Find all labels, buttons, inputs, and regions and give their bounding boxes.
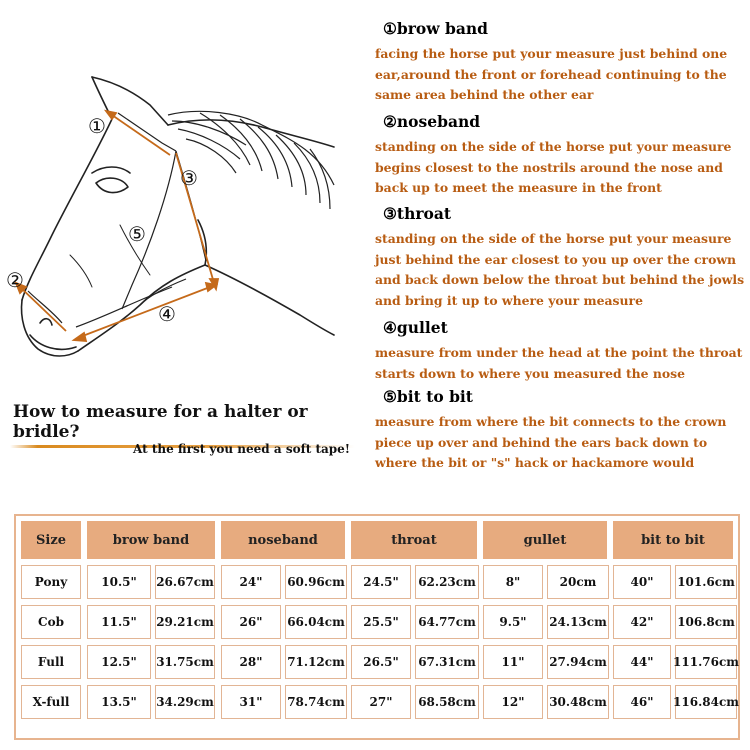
- table-cell: 12.5": [87, 645, 151, 679]
- instruction-brow-band: [375, 20, 745, 106]
- instruction-text: standing on the side of the horse put your measure just behind the ear closest to you up over the crown and back down below the throat but behind the jowls and bring it up to where your measure: [375, 231, 745, 308]
- diagram-label-throat: ③: [180, 166, 198, 190]
- table-cell: 40": [613, 565, 671, 599]
- table-cell: 30.48cm: [547, 685, 609, 719]
- instruction-text: facing the horse put your measure just behind one ear,around the front or forehead continuing to the same area behind the other ear: [375, 46, 728, 103]
- table-cell: 27.94cm: [547, 645, 609, 679]
- table-cell: 20cm: [547, 565, 609, 599]
- instruction-heading: ④gullet: [383, 318, 448, 337]
- table-cell: 26.67cm: [155, 565, 215, 599]
- table-cell: 34.29cm: [155, 685, 215, 719]
- table-cell: 28": [221, 645, 281, 679]
- table-size-label: Full: [21, 645, 81, 679]
- table-cell: 68.58cm: [415, 685, 479, 719]
- size-table: [14, 514, 740, 740]
- diagram-label-bit-to-bit: ⑤: [128, 222, 146, 246]
- instruction-bit-to-bit: [375, 388, 745, 474]
- table-cell: 78.74cm: [285, 685, 347, 719]
- diagram-label-brow-band: ①: [88, 114, 106, 138]
- table-cell: 64.77cm: [415, 605, 479, 639]
- instruction-heading: ⑤bit to bit: [383, 387, 473, 406]
- instruction-heading: ①brow band: [383, 19, 488, 38]
- diagram-label-gullet: ④: [158, 302, 176, 326]
- table-cell: 26": [221, 605, 281, 639]
- table-cell: 8": [483, 565, 543, 599]
- table-cell: 13.5": [87, 685, 151, 719]
- table-cell: 67.31cm: [415, 645, 479, 679]
- table-cell: 31": [221, 685, 281, 719]
- table-header-gullet: gullet: [483, 521, 607, 559]
- diagram-label-noseband: ②: [6, 268, 24, 292]
- instruction-heading: ③throat: [383, 204, 452, 223]
- table-cell: 11": [483, 645, 543, 679]
- table-header-throat: throat: [351, 521, 477, 559]
- horse-head-diagram: [0, 55, 360, 375]
- table-size-label: Pony: [21, 565, 81, 599]
- table-cell: 29.21cm: [155, 605, 215, 639]
- instruction-noseband: [375, 113, 745, 199]
- table-header-brow-band: brow band: [87, 521, 215, 559]
- instruction-throat: [375, 205, 745, 311]
- table-header-noseband: noseband: [221, 521, 345, 559]
- page-subtitle: At the first you need a soft tape!: [133, 442, 351, 456]
- instruction-text: standing on the side of the horse put your measure begins closest to the nostrils around the nose and back up to meet the measure in the front: [375, 139, 732, 196]
- table-cell: 42": [613, 605, 671, 639]
- table-cell: 24.13cm: [547, 605, 609, 639]
- table-cell: 46": [613, 685, 671, 719]
- table-cell: 24.5": [351, 565, 411, 599]
- table-cell: 25.5": [351, 605, 411, 639]
- table-cell: 71.12cm: [285, 645, 347, 679]
- table-cell: 9.5": [483, 605, 543, 639]
- table-cell: 31.75cm: [155, 645, 215, 679]
- table-cell: 101.6cm: [675, 565, 737, 599]
- table-size-label: Cob: [21, 605, 81, 639]
- table-cell: 106.8cm: [675, 605, 737, 639]
- table-cell: 11.5": [87, 605, 151, 639]
- table-cell: 111.76cm: [675, 645, 737, 679]
- table-size-label: X-full: [21, 685, 81, 719]
- table-cell: 10.5": [87, 565, 151, 599]
- table-cell: 24": [221, 565, 281, 599]
- table-header-size: Size: [21, 521, 81, 559]
- instruction-text: measure from under the head at the point the throat starts down to where you measured the nose: [375, 345, 743, 381]
- table-header-bit-to-bit: bit to bit: [613, 521, 733, 559]
- table-cell: 66.04cm: [285, 605, 347, 639]
- instruction-text: measure from where the bit connects to the crown piece up over and behind the ears back down to where the bit or "s" hack or hackamore would: [375, 414, 727, 471]
- table-cell: 44": [613, 645, 671, 679]
- table-cell: 62.23cm: [415, 565, 479, 599]
- table-cell: 27": [351, 685, 411, 719]
- instruction-gullet: [375, 319, 745, 384]
- instruction-heading: ②noseband: [383, 112, 481, 131]
- table-cell: 60.96cm: [285, 565, 347, 599]
- page-title: How to measure for a halter or bridle?: [13, 402, 308, 442]
- table-cell: 26.5": [351, 645, 411, 679]
- table-cell: 116.84cm: [675, 685, 737, 719]
- table-cell: 12": [483, 685, 543, 719]
